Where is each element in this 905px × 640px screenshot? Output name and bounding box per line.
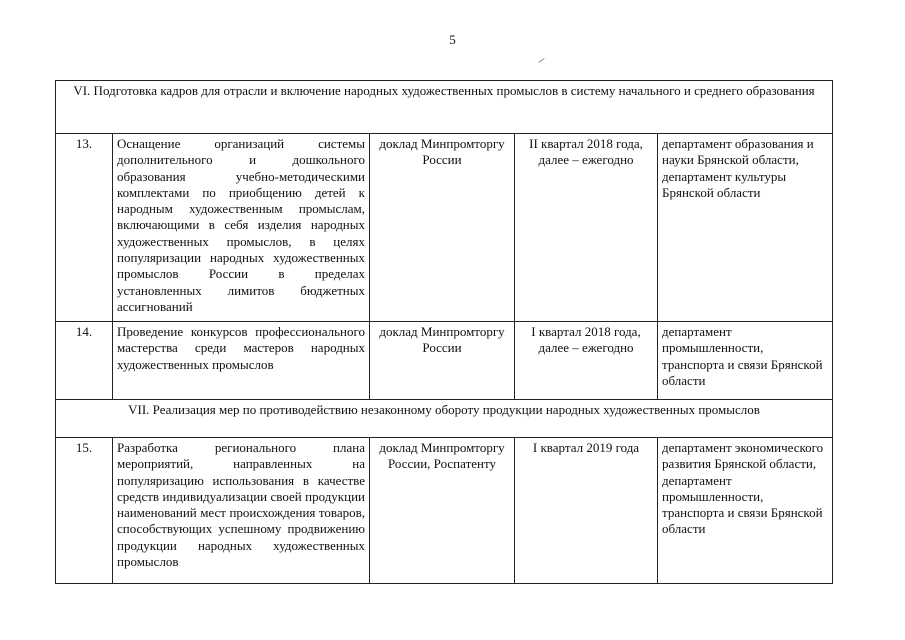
section-header-vi: [56, 81, 833, 134]
section-header-vii: [56, 400, 833, 438]
term-cell: I квартал 2018 года, далее – ежегодно: [515, 322, 658, 400]
row-number: 13.: [56, 134, 113, 322]
measure-cell: Оснащение организаций системы дополнительного и дошкольного образования учебно-методическими комплектами по приобщению детей к народным художественным промыслам, включающими в себя изделия народных художественных промыслов, в целях популяризации народных художественных промыслов России в пределах установленных лимитов бюджетных ассигнований: [113, 134, 370, 322]
row-number: 15.: [56, 438, 113, 584]
table-row: [56, 134, 833, 322]
plan-table: [55, 80, 833, 584]
table-row: [56, 322, 833, 400]
report-cell: доклад Минпромторгу России: [370, 322, 515, 400]
section-title: VI. Подготовка кадров для отрасли и включение народных художественных промыслов в систему начального и среднего образования: [56, 81, 833, 134]
report-cell: доклад Минпромторгу России: [370, 134, 515, 322]
scan-mark: [538, 58, 544, 63]
section-title: VII. Реализация мер по противодействию незаконному обороту продукции народных художественных промыслов: [56, 400, 833, 438]
row-number: 14.: [56, 322, 113, 400]
page-number: 5: [449, 32, 456, 47]
measure-cell: Разработка регионального плана мероприятий, направленных на популяризацию использования в качестве средств индивидуализации своей продукции наименований мест происхождения товаров, способствующих успешному продвижению продукции народных художественных промыслов: [113, 438, 370, 584]
table-row: [56, 438, 833, 584]
measure-cell: Проведение конкурсов профессионального мастерства среди мастеров народных художественных промыслов: [113, 322, 370, 400]
responsible-cell: департамент образования и науки Брянской области, департамент культуры Брянской области: [658, 134, 833, 322]
term-cell: II квартал 2018 года, далее – ежегодно: [515, 134, 658, 322]
report-cell: доклад Минпромторгу России, Роспатенту: [370, 438, 515, 584]
responsible-cell: департамент промышленности, транспорта и связи Брянской области: [658, 322, 833, 400]
responsible-cell: департамент экономического развития Брянской области, департамент промышленности, транспорта и связи Брянской области: [658, 438, 833, 584]
term-cell: I квартал 2019 года: [515, 438, 658, 584]
